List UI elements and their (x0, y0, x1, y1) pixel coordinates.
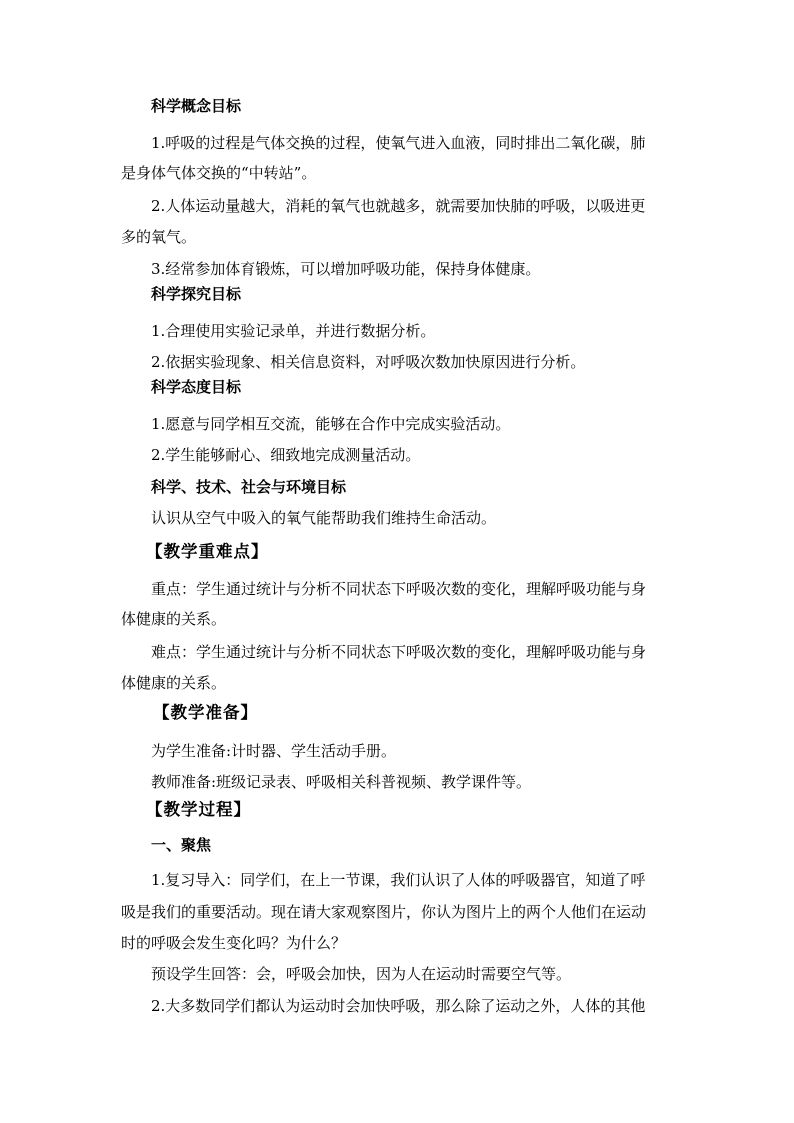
concept-item-1-line-1: 1.呼吸的过程是气体交换的过程，使氧气进入血液，同时排出二氧化碳，肺 (151, 134, 646, 152)
focus-heading: 一、聚焦 (151, 836, 212, 854)
difficulty-line-2: 体健康的关系。 (121, 674, 227, 692)
section-heading-preparation: 【教学准备】 (153, 703, 258, 722)
inquiry-item-2: 2.依据实验现象、相关信息资料，对呼吸次数加快原因进行分析。 (151, 353, 586, 371)
concept-item-2-line-1: 2.人体运动量越大，消耗的氧气也就越多，就需要加快肺的呼吸，以吸进更 (151, 197, 646, 215)
concept-goal-heading: 科学概念目标 (151, 97, 242, 115)
section-heading-key-points: 【教学重难点】 (146, 542, 269, 561)
focus-item-1-line-3: 时的呼吸会发生变化吗？为什么？ (121, 934, 347, 952)
focus-item-2-line-1: 2.大多数同学们都认为运动时会加快呼吸，那么除了运动之外，人体的其他 (151, 997, 646, 1015)
preparation-teacher: 教师准备:班级记录表、呼吸相关科普视频、教学课件等。 (151, 773, 532, 791)
attitude-goal-heading: 科学态度目标 (151, 378, 242, 396)
concept-item-1-line-2: 是身体气体交换的“中转站”。 (121, 164, 317, 182)
difficulty-line-1: 难点：学生通过统计与分析不同状态下呼吸次数的变化，理解呼吸功能与身 (151, 643, 647, 661)
concept-item-2-line-2: 多的氧气。 (121, 228, 197, 246)
focus-item-1-line-2: 吸是我们的重要活动。现在请大家观察图片，你认为图片上的两个人他们在运动 (121, 903, 647, 921)
section-heading-process: 【教学过程】 (146, 800, 251, 819)
focus-item-1-line-1: 1.复习导入：同学们，在上一节课，我们认识了人体的呼吸器官，知道了呼 (151, 871, 646, 889)
attitude-item-1: 1.愿意与同学相互交流，能够在合作中完成实验活动。 (151, 415, 511, 433)
inquiry-goal-heading: 科学探究目标 (151, 285, 242, 303)
stse-goal-text: 认识从空气中吸入的氧气能帮助我们维持生命活动。 (151, 509, 497, 527)
concept-item-3: 3.经常参加体育锻炼，可以增加呼吸功能，保持身体健康。 (151, 260, 541, 278)
attitude-item-2: 2.学生能够耐心、细致地完成测量活动。 (151, 446, 421, 464)
focus-expected-answer: 预设学生回答：会，呼吸会加快，因为人在运动时需要空气等。 (151, 965, 572, 983)
inquiry-item-1: 1.合理使用实验记录单，并进行数据分析。 (151, 322, 436, 340)
key-point-line-1: 重点：学生通过统计与分析不同状态下呼吸次数的变化，理解呼吸功能与身 (151, 580, 647, 598)
key-point-line-2: 体健康的关系。 (121, 610, 227, 628)
stse-goal-heading: 科学、技术、社会与环境目标 (151, 478, 347, 496)
preparation-students: 为学生准备:计时器、学生活动手册。 (151, 742, 397, 760)
